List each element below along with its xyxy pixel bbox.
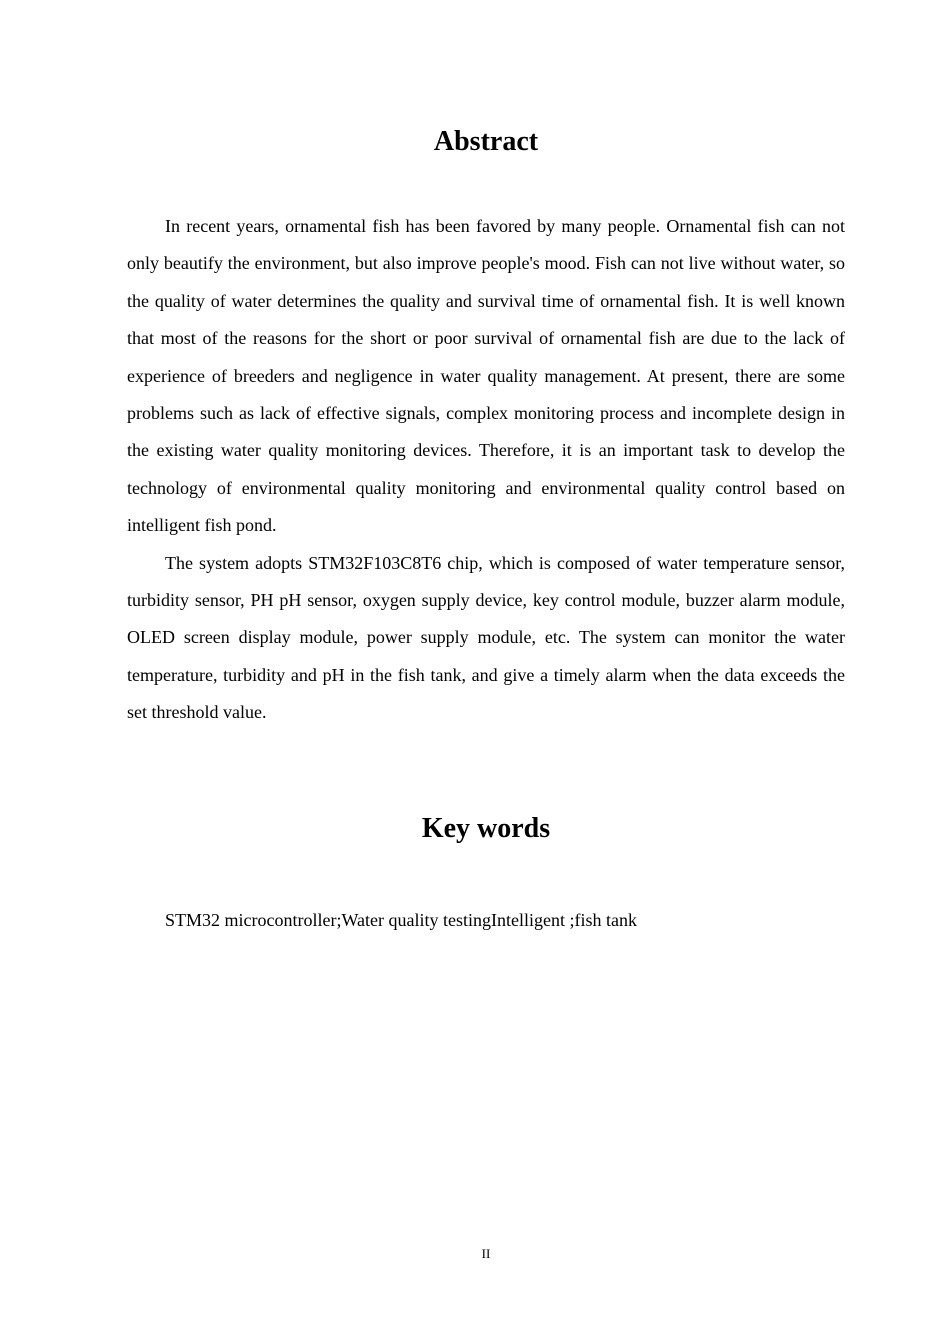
abstract-heading: Abstract bbox=[433, 126, 539, 157]
abstract-paragraph-2: The system adopts STM32F103C8T6 chip, which is composed of water temperature sensor, turbidity sensor, PH pH sensor, oxygen supply device, key control module, buzzer alarm module, OLED screen display module, power supply module, etc. The system can monitor the water temperature, turbidity and pH in the fish tank, and give a timely alarm when the data exceeds the set threshold value. bbox=[127, 552, 845, 723]
abstract-body bbox=[127, 208, 845, 732]
keywords-text: STM32 microcontroller;Water quality testingIntelligent ;fish tank bbox=[165, 910, 637, 930]
abstract-paragraph-1: In recent years, ornamental fish has been favored by many people. Ornamental fish can not only beautify the environment, but also improve people's mood. Fish can not live without water, so the quality of water determines the quality and survival time of ornamental fish. It is well known that most of the reasons for the short or poor survival of ornamental fish are due to the lack of experience of breeders and negligence in water quality management. At present, there are some problems such as lack of effective signals, complex monitoring process and incomplete design in the existing water quality monitoring devices. Therefore, it is an important task to develop the technology of environmental quality monitoring and environmental quality control based on intelligent fish pond. bbox=[127, 216, 845, 536]
keywords-heading: Key words bbox=[421, 813, 551, 844]
page-number: II bbox=[481, 1246, 491, 1261]
